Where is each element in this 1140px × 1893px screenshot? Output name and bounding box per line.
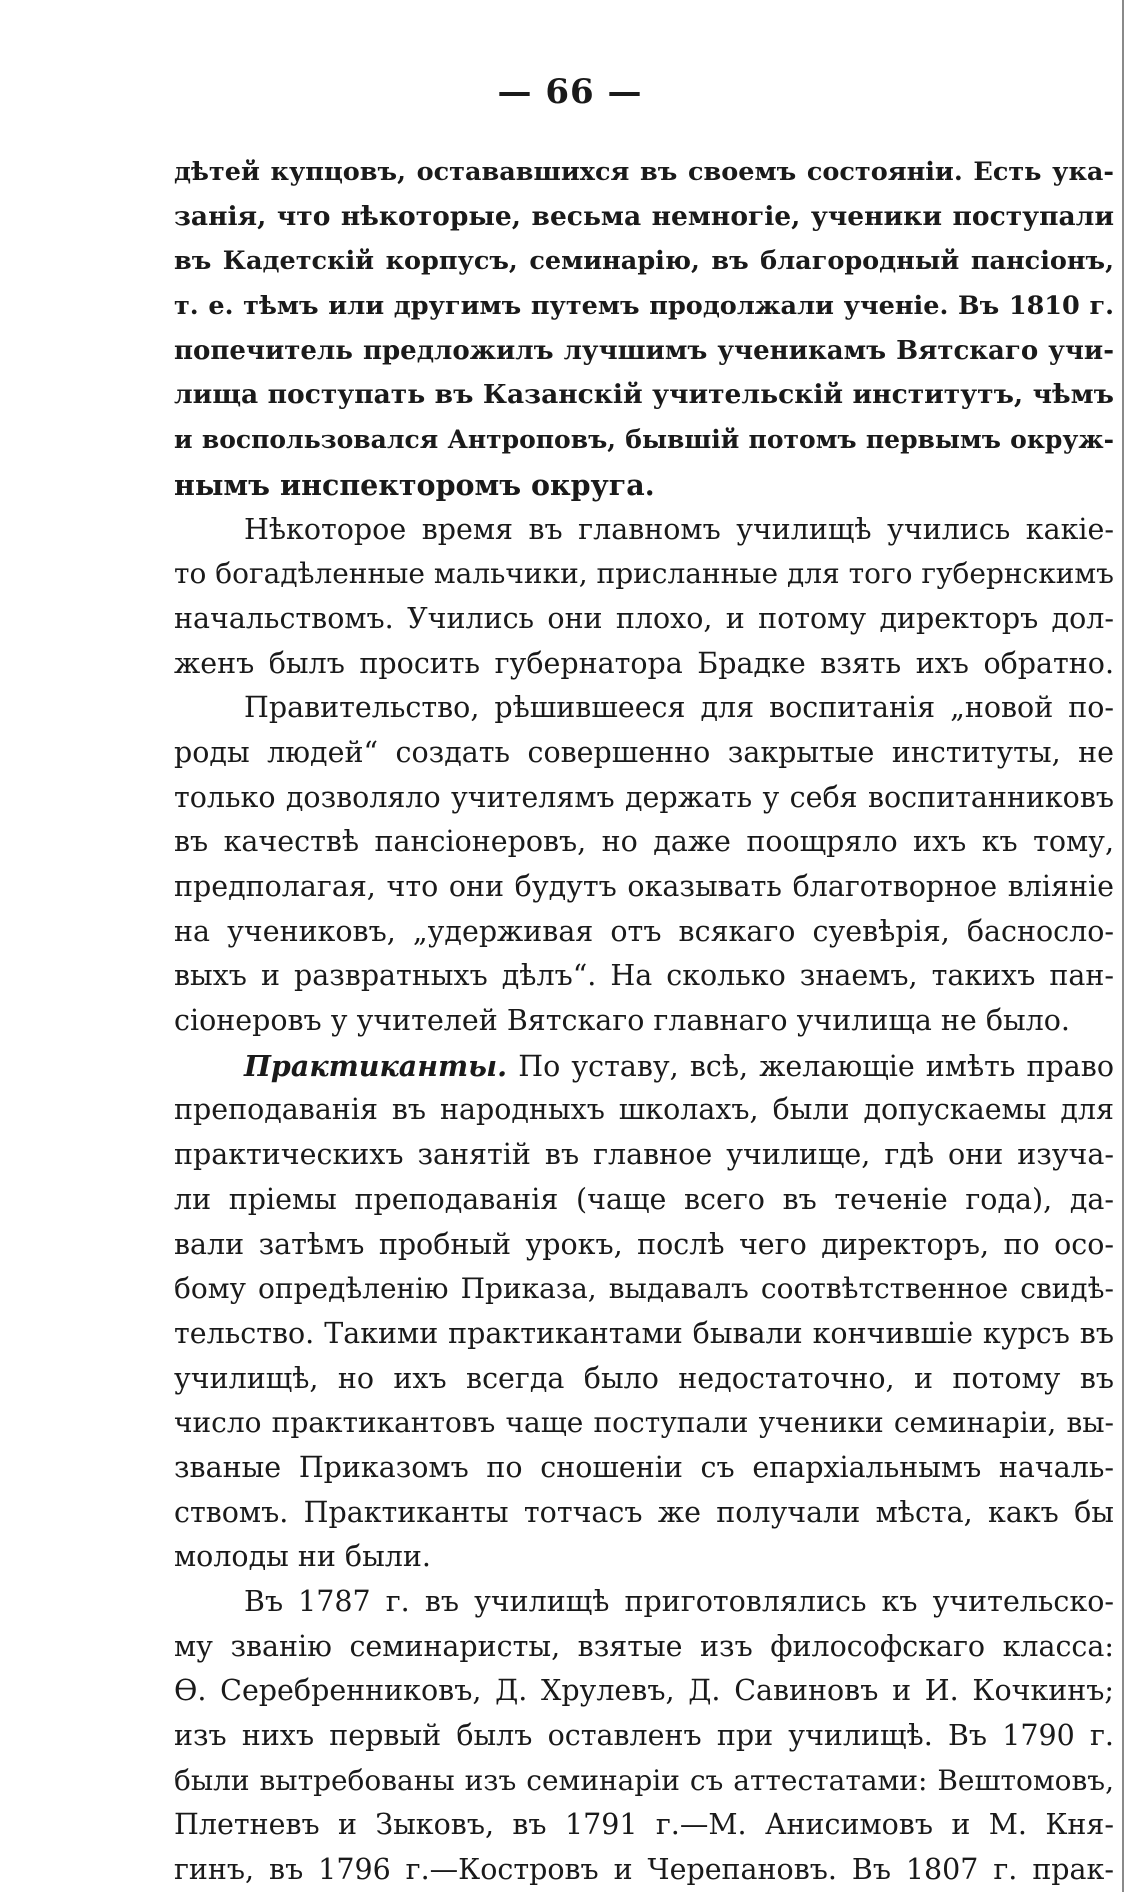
page-edge-line <box>1122 0 1124 1892</box>
text-line: были вытребованы изъ семинаріи съ аттестатами: Вештомовъ, <box>174 1763 1114 1797</box>
text-line: практическихъ занятій въ главное училище, гдѣ они изуча- <box>174 1138 1114 1172</box>
text-line: только дозволяло учителямъ держать у себя воспитанниковъ <box>174 780 1114 814</box>
text-line: Правительство, рѣшившееся для воспитанія „новой по- <box>244 691 1114 725</box>
text-line: Ѳ. Серебренниковъ, Д. Хрулевъ, Д. Савиновъ и И. Кочкинъ; <box>174 1674 1114 1708</box>
text-line: занія, что нѣкоторые, весьма немногіе, ученики поступали <box>174 200 1114 232</box>
text-line: вали затѣмъ пробный урокъ, послѣ чего директоръ, по осо- <box>174 1227 1114 1261</box>
text-line-rest: По уставу, всѣ, желающіе имѣть право <box>507 1049 1114 1083</box>
text-line: му званію семинаристы, взятые изъ философскаго класса: <box>174 1629 1114 1663</box>
text-line: выхъ и развратныхъ дѣлъ“. На сколько знаемъ, такихъ пан- <box>174 959 1114 993</box>
text-line: въ Кадетскій корпусъ, семинарію, въ благородный пансіонъ, <box>174 246 1114 277</box>
text-line: начальствомъ. Учились они плохо, и потому директоръ дол- <box>174 601 1114 635</box>
text-line: т. е. тѣмъ или другимъ путемъ продолжали ученіе. Въ 1810 г. <box>174 291 1114 322</box>
text-line: бому опредѣленію Приказа, выдавалъ соотвѣтственное свидѣ- <box>174 1272 1114 1306</box>
text-line: Нѣкоторое время въ главномъ училищѣ учились какіе- <box>244 512 1114 546</box>
text-line: сіонеровъ у учителей Вятскаго главнаго училища не было. <box>174 1004 1070 1038</box>
text-line: званые Приказомъ по сношеніи съ епархіальнымъ началь- <box>174 1450 1114 1484</box>
text-line: Плетневъ и Зыковъ, въ 1791 г.—М. Анисимовъ и М. Кня- <box>174 1808 1114 1842</box>
text-line: женъ былъ просить губернатора Брадке взять ихъ обратно. <box>174 646 1114 680</box>
text-line: гинъ, въ 1796 г.—Костровъ и Черепановъ. Въ 1807 г. прак- <box>174 1853 1114 1887</box>
text-line: училищѣ, но ихъ всегда было недостаточно, и потому въ <box>174 1361 1114 1395</box>
text-line: изъ нихъ первый былъ оставленъ при училищѣ. Въ 1790 г. <box>174 1719 1114 1753</box>
text-line: преподаванія въ народныхъ школахъ, были допускаемы для <box>174 1093 1114 1127</box>
text-line: ствомъ. Практиканты тотчасъ же получали мѣста, какъ бы <box>174 1495 1114 1529</box>
text-line: ли пріемы преподаванія (чаще всего въ теченіе года), да- <box>174 1182 1114 1216</box>
text-line: въ качествѣ пансіонеровъ, но даже поощряло ихъ къ тому, <box>174 825 1114 859</box>
text-line: молоды ни были. <box>174 1540 431 1574</box>
text-line: дѣтей купцовъ, остававшихся въ своемъ состояніи. Есть ука- <box>174 157 1114 187</box>
text-line: число практикантовъ чаще поступали ученики семинаріи, вы- <box>174 1406 1114 1440</box>
text-line: нымъ инспекторомъ округа. <box>174 467 655 502</box>
text-line: то богадѣленные мальчики, присланные для того губернскимъ <box>174 557 1114 591</box>
text-line: на учениковъ, „удерживая отъ всякаго суевѣрія, басносло- <box>174 914 1114 948</box>
section-heading: Практиканты. <box>244 1048 508 1083</box>
page-text <box>174 150 1114 1893</box>
text-line: Въ 1787 г. въ училищѣ приготовлялись къ учительско- <box>244 1585 1114 1618</box>
text-line: тельство. Такими практикантами бывали кончившіе курсъ въ <box>174 1316 1114 1350</box>
text-line: попечитель предложилъ лучшимъ ученикамъ Вятскаго учи- <box>174 335 1114 366</box>
text-line: роды людей“ создать совершенно закрытые институты, не <box>174 735 1114 769</box>
text-line: и воспользовался Антроповъ, бывшій потомъ первымъ окруж- <box>174 425 1114 455</box>
text-line: лища поступать въ Казанскій учительскій институтъ, чѣмъ <box>174 379 1114 411</box>
page-number: — 66 — <box>497 72 643 112</box>
text-line <box>174 1044 1114 1089</box>
text-line: предполагая, что они будутъ оказывать благотворное вліяніе <box>174 870 1114 903</box>
